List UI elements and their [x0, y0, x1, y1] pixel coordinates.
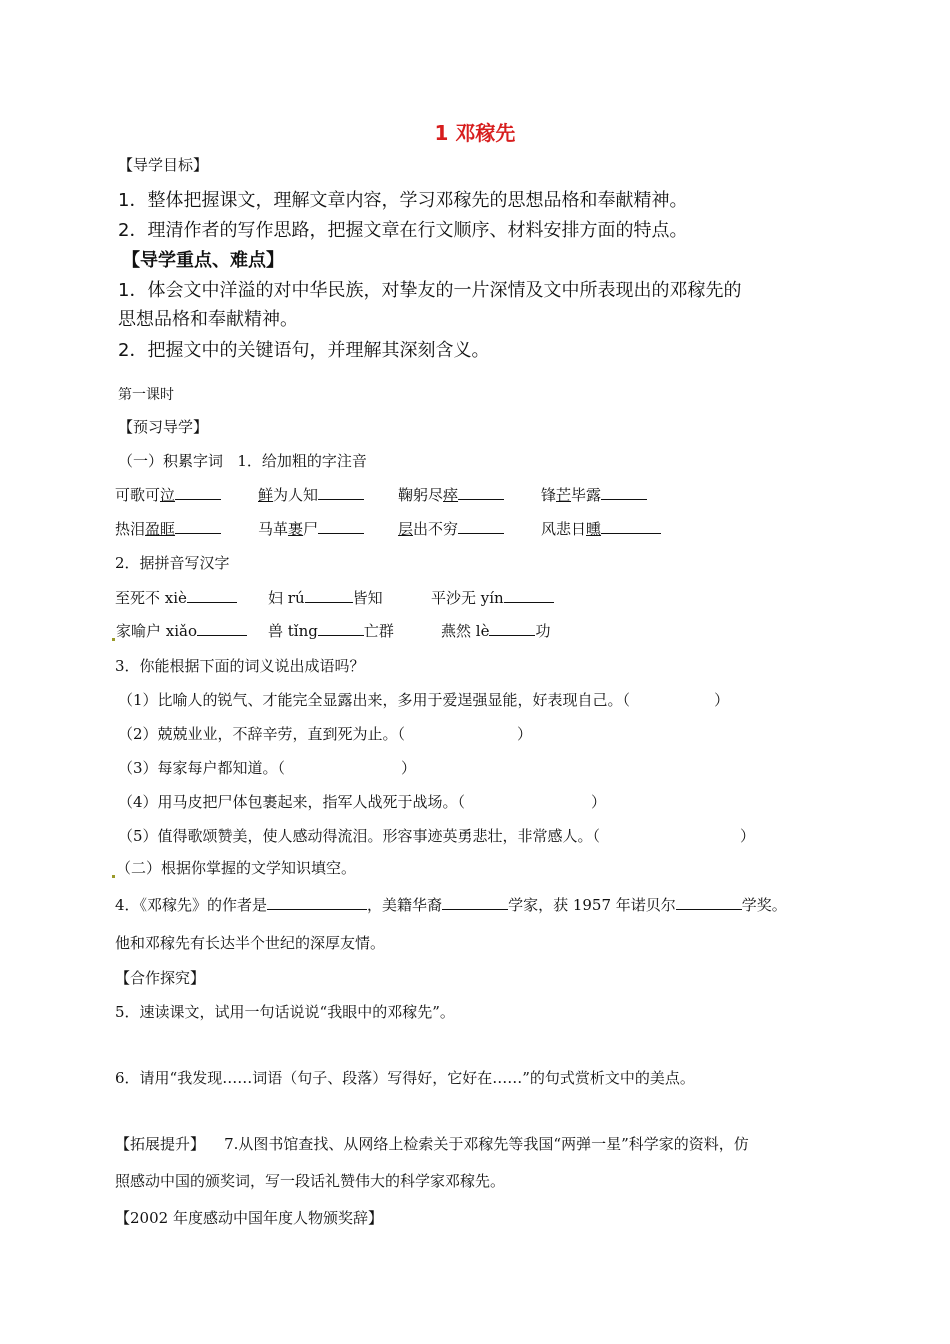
idiom-item-2: （2）兢兢业业，不辞辛劳，直到死为止。（ ） [118, 725, 533, 743]
answer-blank[interactable] [489, 621, 535, 636]
answer-blank[interactable] [267, 895, 367, 910]
page-title: 1 邓稼先 [434, 121, 516, 145]
pinyin-item: 平沙无 yín [431, 587, 554, 608]
pinyin-item: 妇 rú 皆知 [268, 589, 383, 607]
answer-blank[interactable] [175, 485, 221, 500]
answer-blank[interactable] [676, 895, 742, 910]
coop-header: 【合作探究】 [115, 969, 206, 987]
idiom-item-3: （3）每家每户都知道。（ ） [118, 759, 417, 777]
word-item: 鲜为人知 [258, 484, 364, 505]
question-2: 2．据拼音写汉字 [115, 554, 230, 572]
word-item: 锋芒毕露 [541, 484, 647, 505]
answer-blank[interactable] [601, 519, 661, 534]
answer-blank[interactable] [601, 485, 647, 500]
preview-sub2: （二）根据你掌握的文学知识填空。 [112, 857, 356, 878]
word-item: 马革裹尸 [258, 518, 364, 539]
word-item: 热泪盈眶 [115, 518, 221, 539]
lesson-label: 第一课时 [118, 387, 174, 403]
question-1: 1．给加粗的字注音 [237, 452, 367, 470]
preview-header: 【预习导学】 [118, 418, 209, 436]
goals-header: 【导学目标】 [118, 156, 209, 174]
pinyin-item: 家喻户 xiǎo [112, 620, 247, 641]
answer-blank[interactable] [187, 588, 237, 603]
word-item: 可歌可泣 [115, 484, 221, 505]
goal-item-1: 1．整体把握课文，理解文章内容，学习邓稼先的思想品格和奉献精神。 [118, 190, 688, 211]
word-item: 层出不穷 [398, 518, 504, 539]
question-5: 5．速读课文，试用一句话说说“我眼中的邓稼先”。 [115, 1003, 455, 1021]
focus-item-2: 2．把握文中的关键语句，并理解其深刻含义。 [118, 340, 490, 361]
edit-mark [112, 875, 115, 878]
answer-blank[interactable] [318, 485, 364, 500]
award-header: 【2002 年度感动中国年度人物颁奖辞】 [115, 1209, 383, 1227]
focus-item-1-line1: 1．体会文中洋溢的对中华民族，对挚友的一片深情及文中所表现出的邓稼先的 [118, 280, 742, 301]
question-7-line2: 照感动中国的颁奖词，写一段话礼赞伟大的科学家邓稼先。 [115, 1172, 506, 1190]
goal-item-2: 2．理清作者的写作思路，把握文章在行文顺序、材料安排方面的特点。 [118, 220, 688, 241]
answer-blank[interactable] [175, 519, 221, 534]
answer-blank[interactable] [458, 519, 504, 534]
answer-blank[interactable] [318, 621, 364, 636]
pinyin-item: 兽 tǐng 亡群 [268, 622, 394, 640]
extend-header: 【拓展提升】 [115, 1135, 206, 1153]
extend-section [115, 1133, 749, 1154]
question-7: 7.从图书馆查找、从网络上检索关于邓稼先等我国“两弹一星”科学家的资料，仿 [224, 1135, 749, 1153]
answer-blank[interactable] [318, 519, 364, 534]
word-item: 鞠躬尽瘁 [398, 484, 504, 505]
idiom-item-4: （4）用马皮把尸体包裹起来，指军人战死于战场。（ ） [118, 793, 607, 811]
answer-blank[interactable] [458, 485, 504, 500]
idiom-item-5: （5）值得歌颂赞美，使人感动得流泪。形容事迹英勇悲壮，非常感人。（ ） [118, 827, 756, 845]
question-6: 6．请用“我发现……词语（句子、段落）写得好，它好在……”的句式赏析文中的美点。 [115, 1069, 695, 1087]
question-4: 4．《邓稼先》的作者是 ，美籍华裔 学家，获 1957 年诺贝尔 学奖。 [115, 896, 787, 914]
focus-header: 【导学重点、难点】 [122, 250, 284, 271]
answer-blank[interactable] [305, 588, 353, 603]
preview-sub1: （一）积累字词 1．给加粗的字注音 [118, 452, 367, 470]
word-item: 风悲日曛 [541, 518, 661, 539]
idiom-item-1: （1）比喻人的锐气、才能完全显露出来，多用于爱逞强显能，好表现自己。（ ） [118, 691, 730, 709]
question-3: 3．你能根据下面的词义说出成语吗？ [115, 657, 365, 675]
answer-blank[interactable] [442, 895, 508, 910]
pinyin-item: 至死不 xiè [115, 587, 237, 608]
pinyin-item: 燕然 lè 功 [441, 622, 551, 640]
question-4-line2: 他和邓稼先有长达半个世纪的深厚友情。 [115, 934, 386, 952]
edit-mark [112, 638, 115, 641]
focus-item-1-line2: 思想品格和奉献精神。 [118, 309, 298, 330]
answer-blank[interactable] [197, 621, 247, 636]
answer-blank[interactable] [504, 588, 554, 603]
